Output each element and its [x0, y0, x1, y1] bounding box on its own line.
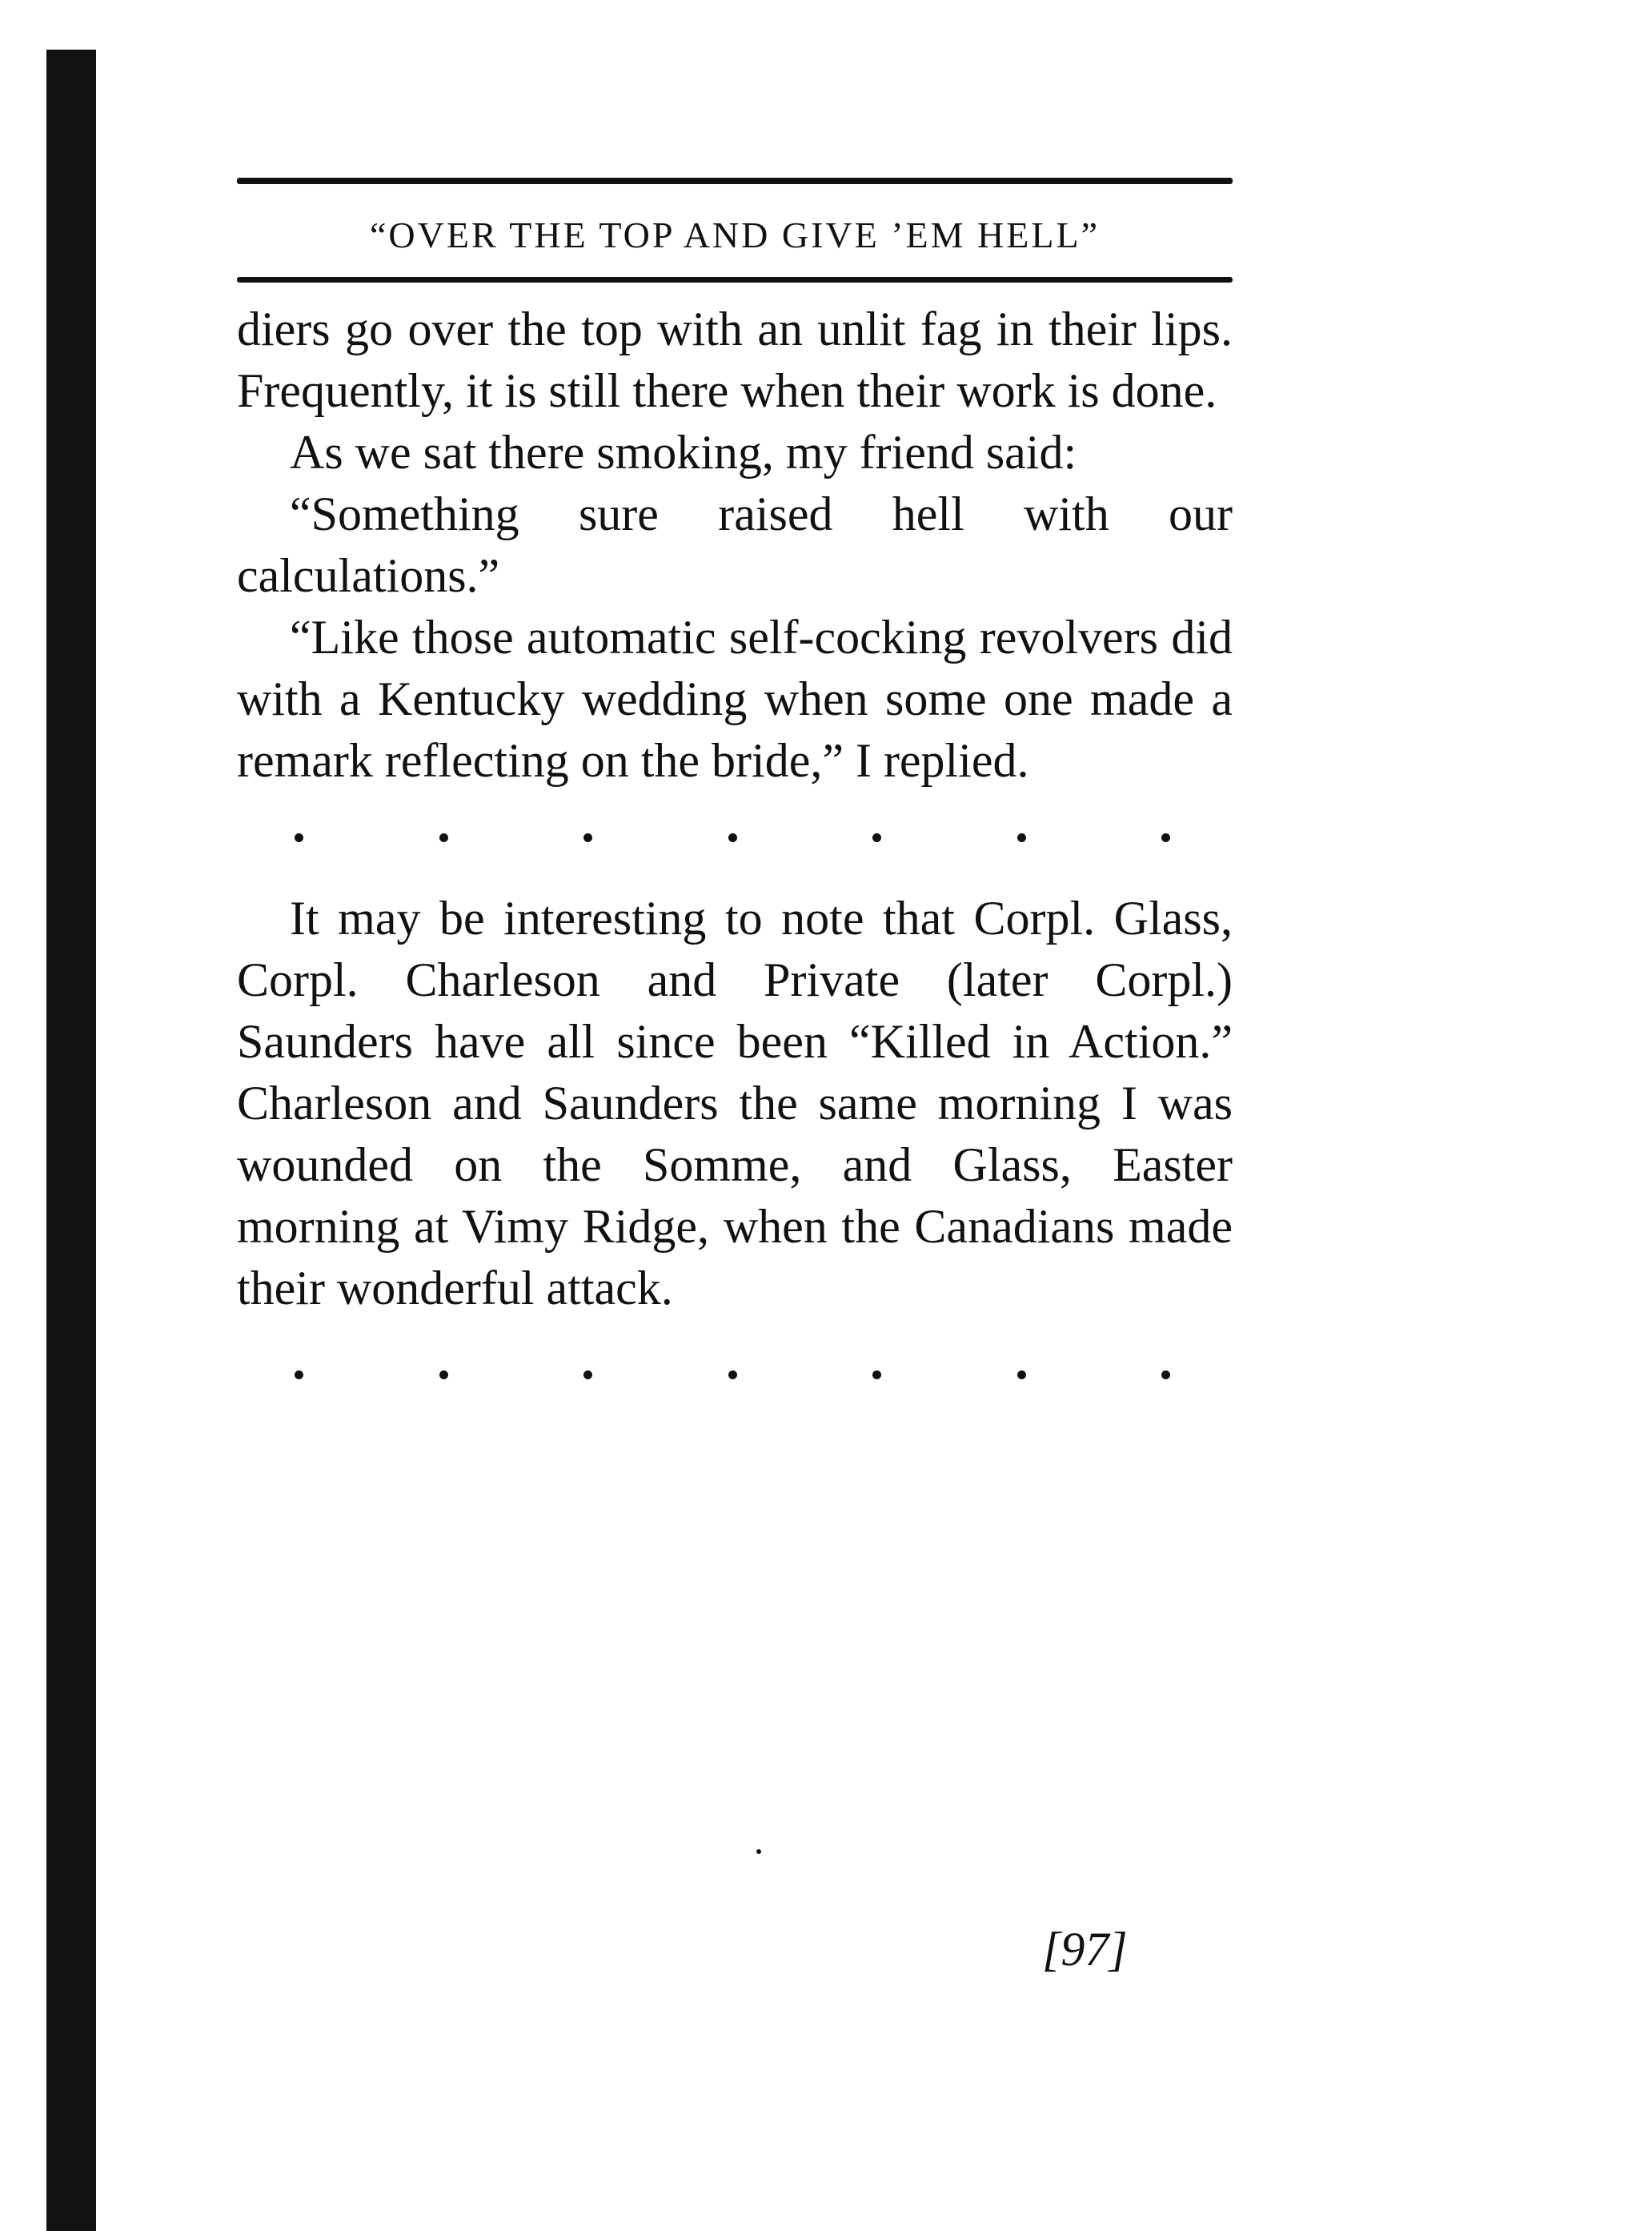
dot — [728, 1370, 737, 1379]
dot — [1161, 1370, 1170, 1379]
section-break-dots — [237, 1362, 1233, 1386]
book-page — [237, 178, 1233, 1386]
dot — [1161, 833, 1170, 842]
dot — [1017, 833, 1026, 842]
dot — [583, 833, 592, 842]
paragraph-5: It may be interesting to note that Corpl. Glass, Corpl. Charleson and Private (later Corpl.) Saunders have all since been “Killed in Action.” Charleson and Saunders the same morning I was wounded on the Somme, and Glass, Easter morning at Vimy Ridge, when the Canadians made their wonderful attack. — [237, 892, 1233, 1314]
paragraph-3: “Something sure raised hell with our calculations.” — [237, 488, 1233, 602]
dot — [295, 833, 303, 842]
binding-edge — [46, 50, 96, 2231]
dot — [728, 833, 737, 842]
header-rule-bottom — [237, 277, 1233, 283]
section-break-dots — [237, 825, 1233, 849]
header-rule-top — [237, 178, 1233, 184]
dot — [295, 1370, 303, 1379]
page-number: [97] — [1042, 1923, 1128, 1976]
paragraph-2: As we sat there smoking, my friend said: — [290, 426, 1077, 479]
dot — [872, 833, 881, 842]
paragraph-1: diers go over the top with an unlit fag in their lips. Frequently, it is still there when their work is done. — [237, 303, 1233, 417]
stray-ink-dot — [756, 1849, 761, 1854]
dot — [872, 1370, 881, 1379]
running-head: “OVER THE TOP AND GIVE ’EM HELL” — [370, 215, 1100, 255]
paragraph-4: “Like those automatic self-cocking revolvers did with a Kentucky wedding when some one made a remark reflecting on the bride,” I replied. — [237, 611, 1233, 787]
dot — [1017, 1370, 1026, 1379]
dot — [583, 1370, 592, 1379]
body-text — [237, 299, 1233, 1386]
dot — [439, 833, 448, 842]
dot — [439, 1370, 448, 1379]
